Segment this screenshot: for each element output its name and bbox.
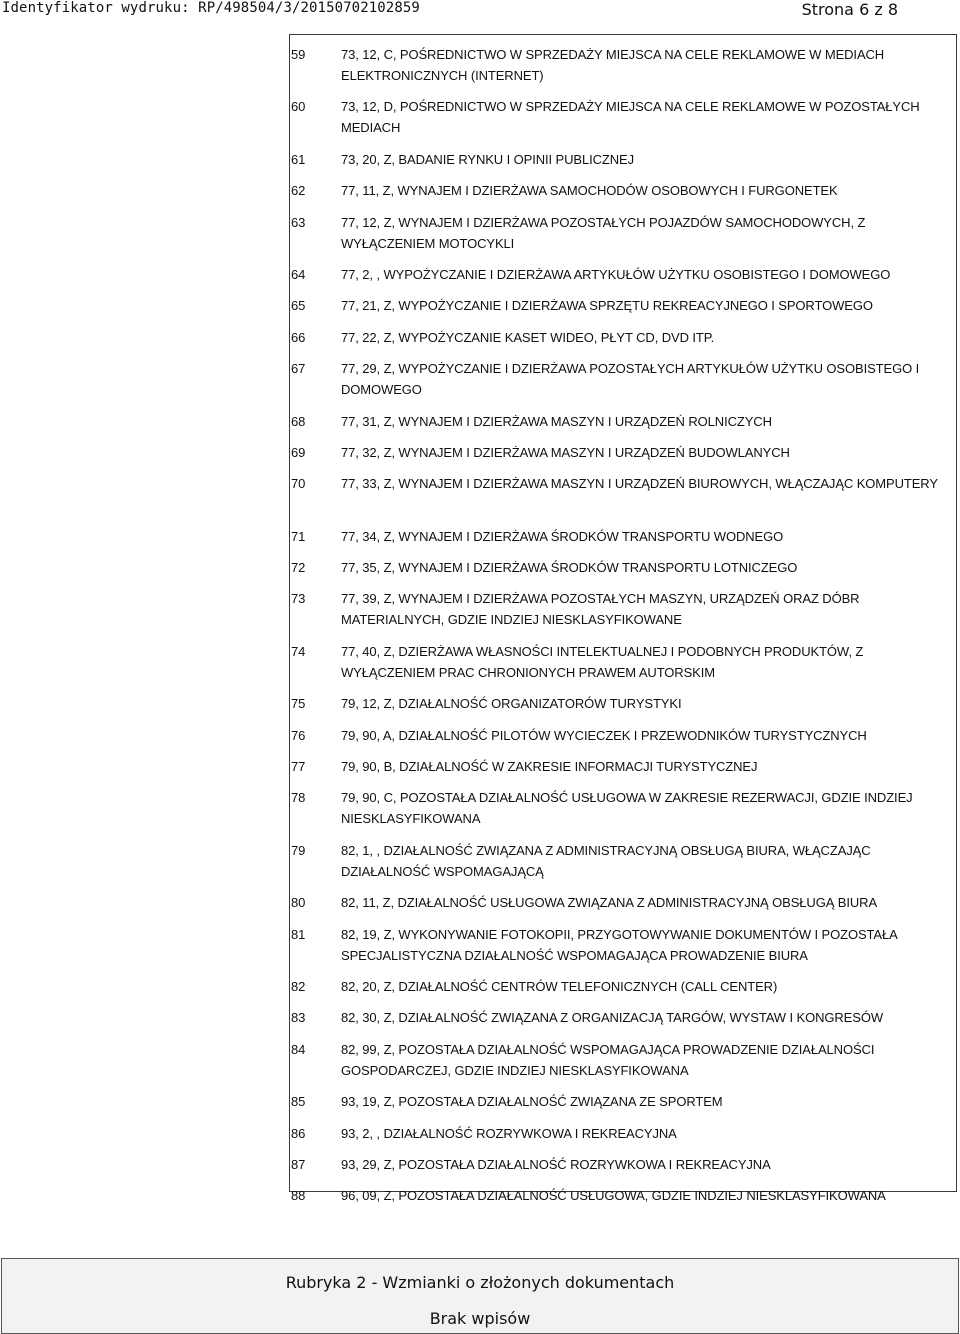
row-description: 82, 99, Z, POZOSTAŁA DZIAŁALNOŚĆ WSPOMAGAJĄCA PROWADZENIE DZIAŁALNOŚCI GOSPODARCZEJ, GDZIE INDZIEJ NIESKLASYFIKOWANA xyxy=(341,1041,875,1078)
row-number: 76 xyxy=(291,727,306,743)
row-description: 77, 34, Z, WYNAJEM I DZIERŻAWA ŚRODKÓW TRANSPORTU WODNEGO xyxy=(341,528,784,544)
row-number: 77 xyxy=(291,759,306,775)
row-number: 63 xyxy=(291,214,306,230)
row-description: 79, 12, Z, DZIAŁALNOŚĆ ORGANIZATORÓW TURYSTYKI xyxy=(341,696,682,712)
section-title: Rubryka 2 - Wzmianki o złożonych dokumentach xyxy=(285,1273,675,1292)
row-description: 77, 31, Z, WYNAJEM I DZIERŻAWA MASZYN I URZĄDZEŃ ROLNICZYCH xyxy=(341,413,772,429)
row-description: 77, 11, Z, WYNAJEM I DZIERŻAWA SAMOCHODÓW OSOBOWYCH I FURGONETEK xyxy=(341,183,838,199)
table-row xyxy=(290,473,956,525)
table-row xyxy=(290,976,956,1007)
table-row xyxy=(290,892,956,923)
table-row xyxy=(290,526,956,557)
table-row xyxy=(290,1091,956,1122)
row-number: 65 xyxy=(291,298,306,314)
row-description: 77, 2, , WYPOŻYCZANIE I DZIERŻAWA ARTYKUŁÓW UŻYTKU OSOBISTEGO I DOMOWEGO xyxy=(341,266,891,282)
row-number: 82 xyxy=(291,978,306,994)
row-number: 79 xyxy=(291,842,306,858)
row-number: 88 xyxy=(291,1188,306,1204)
row-description: 93, 2, , DZIAŁALNOŚĆ ROZRYWKOWA I REKREACYJNA xyxy=(341,1125,677,1141)
table-row xyxy=(290,358,956,410)
table-row xyxy=(290,1154,956,1185)
row-description: 82, 20, Z, DZIAŁALNOŚĆ CENTRÓW TELEFONICZNYCH (CALL CENTER) xyxy=(341,978,778,994)
row-description: 93, 29, Z, POZOSTAŁA DZIAŁALNOŚĆ ROZRYWKOWA I REKREACYJNA xyxy=(341,1156,771,1172)
row-description: 77, 40, Z, DZIERŻAWA WŁASNOŚCI INTELEKTUALNEJ I PODOBNYCH PRODUKTÓW, Z WYŁĄCZENIEM PRAC CHRONIONYCH PRAWEM AUTORSKIM xyxy=(341,643,864,680)
table-row xyxy=(290,725,956,756)
table-row xyxy=(290,180,956,211)
row-description: 77, 35, Z, WYNAJEM I DZIERŻAWA ŚRODKÓW TRANSPORTU LOTNICZEGO xyxy=(341,560,798,576)
row-description: 93, 19, Z, POZOSTAŁA DZIAŁALNOŚĆ ZWIĄZANA ZE SPORTEM xyxy=(341,1094,723,1110)
row-description: 73, 12, D, POŚREDNICTWO W SPRZEDAŻY MIEJSCA NA CELE REKLAMOWE W POZOSTAŁYCH MEDIACH xyxy=(341,99,920,136)
row-description: 79, 90, C, POZOSTAŁA DZIAŁALNOŚĆ USŁUGOWA W ZAKRESIE REZERWACJI, GDZIE INDZIEJ NIESKLASYFIKOWANA xyxy=(341,790,913,827)
table-row xyxy=(290,1185,956,1216)
table-row xyxy=(290,693,956,724)
row-description: 77, 22, Z, WYPOŻYCZANIE KASET WIDEO, PŁYT CD, DVD ITP. xyxy=(341,329,715,345)
row-number: 59 xyxy=(291,47,306,62)
table-row xyxy=(290,295,956,326)
row-number: 72 xyxy=(291,560,306,576)
row-description: 77, 29, Z, WYPOŻYCZANIE I DZIERŻAWA POZOSTAŁYCH ARTYKUŁÓW UŻYTKU OSOBISTEGO I DOMOWEGO xyxy=(341,361,920,398)
print-identifier: Identyfikator wydruku: RP/498504/3/20150702102859 xyxy=(2,0,420,16)
row-number: 60 xyxy=(291,99,306,115)
table-row xyxy=(290,1123,956,1154)
table-row xyxy=(290,44,956,96)
table-row xyxy=(290,1007,956,1038)
table-row xyxy=(290,442,956,473)
row-number: 81 xyxy=(291,926,306,942)
table-row xyxy=(290,924,956,976)
empty-entries-note: Brak wpisów xyxy=(429,1309,531,1328)
pkd-activity-table xyxy=(289,34,957,1204)
row-number: 67 xyxy=(291,361,306,377)
table-row xyxy=(290,1039,956,1091)
row-number: 83 xyxy=(291,1010,306,1026)
row-number: 78 xyxy=(291,790,306,806)
row-number: 75 xyxy=(291,696,306,712)
row-description: 79, 90, B, DZIAŁALNOŚĆ W ZAKRESIE INFORMACJI TURYSTYCZNEJ xyxy=(341,759,758,775)
row-number: 69 xyxy=(291,444,306,460)
table-row xyxy=(290,756,956,787)
row-number: 62 xyxy=(291,183,306,199)
row-description: 82, 19, Z, WYKONYWANIE FOTOKOPII, PRZYGOTOWYWANIE DOKUMENTÓW I POZOSTAŁA SPECJALISTYCZNA DZIAŁALNOŚĆ WSPOMAGAJĄCA PROWADZENIE BIURA xyxy=(341,926,897,963)
row-number: 66 xyxy=(291,329,306,345)
table-row xyxy=(290,787,956,839)
table-row xyxy=(290,588,956,640)
section-rubryka-2 xyxy=(1,1258,959,1334)
row-number: 61 xyxy=(291,151,306,167)
row-description: 77, 21, Z, WYPOŻYCZANIE I DZIERŻAWA SPRZĘTU REKREACYJNEGO I SPORTOWEGO xyxy=(341,298,873,314)
row-number: 80 xyxy=(291,895,306,911)
row-number: 68 xyxy=(291,413,306,429)
row-description: 77, 12, Z, WYNAJEM I DZIERŻAWA POZOSTAŁYCH POJAZDÓW SAMOCHODOWYCH, Z WYŁĄCZENIEM MOTOCYKLI xyxy=(341,214,866,251)
row-number: 71 xyxy=(291,528,306,544)
row-number: 84 xyxy=(291,1041,306,1057)
table-row xyxy=(290,327,956,358)
page-number: Strona 6 z 8 xyxy=(801,0,898,19)
row-description: 77, 33, Z, WYNAJEM I DZIERŻAWA MASZYN I URZĄDZEŃ BIUROWYCH, WŁĄCZAJĄC KOMPUTERY xyxy=(341,476,938,492)
table-row xyxy=(290,411,956,442)
row-description: 82, 11, Z, DZIAŁALNOŚĆ USŁUGOWA ZWIĄZANA Z ADMINISTRACYJNĄ OBSŁUGĄ BIURA xyxy=(341,895,878,911)
row-description: 82, 1, , DZIAŁALNOŚĆ ZWIĄZANA Z ADMINISTRACYJNĄ OBSŁUGĄ BIURA, WŁĄCZAJĄC DZIAŁALNOŚĆ WSPOMAGAJĄCĄ xyxy=(341,842,871,879)
table-row xyxy=(290,557,956,588)
row-description: 96, 09, Z, POZOSTAŁA DZIAŁALNOŚĆ USŁUGOWA, GDZIE INDZIEJ NIESKLASYFIKOWANA xyxy=(341,1188,886,1204)
table-row xyxy=(290,840,956,892)
row-number: 87 xyxy=(291,1156,306,1172)
table-row xyxy=(290,96,956,148)
table-row xyxy=(290,264,956,295)
table-row xyxy=(290,212,956,264)
row-description: 77, 32, Z, WYNAJEM I DZIERŻAWA MASZYN I URZĄDZEŃ BUDOWLANYCH xyxy=(341,444,790,460)
row-description: 82, 30, Z, DZIAŁALNOŚĆ ZWIĄZANA Z ORGANIZACJĄ TARGÓW, WYSTAW I KONGRESÓW xyxy=(341,1010,883,1026)
row-number: 86 xyxy=(291,1125,306,1141)
row-description: 73, 12, C, POŚREDNICTWO W SPRZEDAŻY MIEJSCA NA CELE REKLAMOWE W MEDIACH ELEKTRONICZNYCH (INTERNET) xyxy=(341,47,885,83)
row-number: 73 xyxy=(291,591,306,607)
row-description: 73, 20, Z, BADANIE RYNKU I OPINII PUBLICZNEJ xyxy=(341,151,635,167)
page-header xyxy=(0,0,960,20)
table-row xyxy=(290,641,956,693)
row-number: 74 xyxy=(291,643,306,659)
row-number: 64 xyxy=(291,266,306,282)
row-description: 79, 90, A, DZIAŁALNOŚĆ PILOTÓW WYCIECZEK I PRZEWODNIKÓW TURYSTYCZNYCH xyxy=(341,727,867,743)
row-number: 70 xyxy=(291,476,306,492)
row-description: 77, 39, Z, WYNAJEM I DZIERŻAWA POZOSTAŁYCH MASZYN, URZĄDZEŃ ORAZ DÓBR MATERIALNYCH, GDZIE INDZIEJ NIESKLASYFIKOWANE xyxy=(341,591,860,628)
table-row xyxy=(290,149,956,180)
row-number: 85 xyxy=(291,1094,306,1110)
